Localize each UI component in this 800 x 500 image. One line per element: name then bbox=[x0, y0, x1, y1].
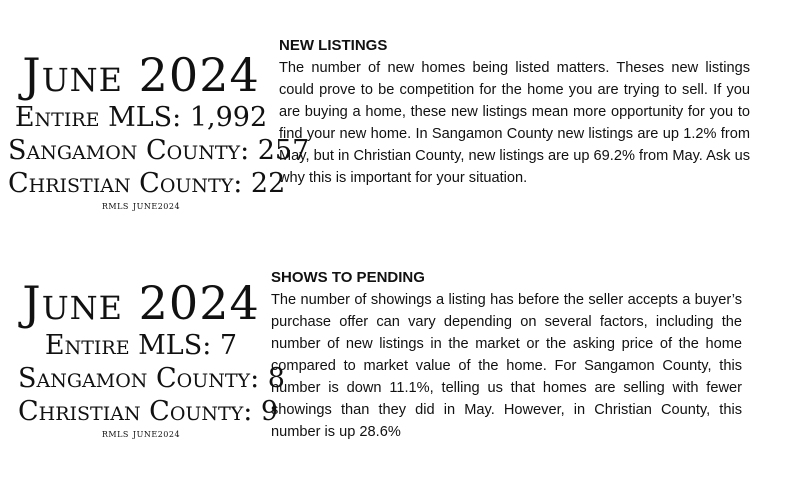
stats-christian-county: Christian County: 22 bbox=[8, 168, 286, 199]
section-heading: SHOWS TO PENDING bbox=[271, 269, 425, 286]
source-label: RMLS bbox=[101, 202, 129, 211]
section-body: The number of new homes being listed matters. Theses new listings could prove to be competition for the home you are trying to sell. If you are buying a home, these new listings mean more opportunity for you to find your new home. In Sangamon County new listings are up 1.2% from May, but in Christian County, new listings are up 69.2% from May. Ask us why this is important for your situation. bbox=[279, 60, 750, 186]
new-listings-stats bbox=[8, 48, 310, 211]
stats-christian-county: Christian County: 9 bbox=[18, 396, 279, 427]
source-date: JUNE2024 bbox=[132, 430, 181, 439]
section-heading: NEW LISTINGS bbox=[279, 37, 388, 54]
stats-entire-mls: Entire MLS: 7 bbox=[44, 330, 238, 361]
shows-to-pending-section bbox=[271, 267, 742, 443]
source-date: JUNE2024 bbox=[132, 202, 181, 211]
stats-month-title: June 2024 bbox=[22, 276, 260, 330]
shows-to-pending-stats bbox=[18, 276, 285, 439]
stats-source bbox=[8, 203, 274, 211]
new-listings-section bbox=[279, 35, 750, 189]
stats-month-title: June 2024 bbox=[22, 48, 260, 102]
stats-source bbox=[18, 431, 264, 439]
stats-sangamon-county: Sangamon County: 8 bbox=[18, 363, 285, 394]
stats-entire-mls: Entire MLS: 1,992 bbox=[14, 102, 268, 133]
stats-sangamon-county: Sangamon County: 257 bbox=[8, 135, 310, 166]
section-body: The number of showings a listing has before the seller accepts a buyer’s purchase offer can vary depending on several factors, including the number of new listings in the market or the asking price of the home compared to market value of the home. For Sangamon County, this number is down 11.1%, telling us that homes are selling with fewer showings than they did in May. However, in Christian County, this number is up 28.6% bbox=[271, 292, 742, 440]
source-label: RMLS bbox=[101, 430, 129, 439]
